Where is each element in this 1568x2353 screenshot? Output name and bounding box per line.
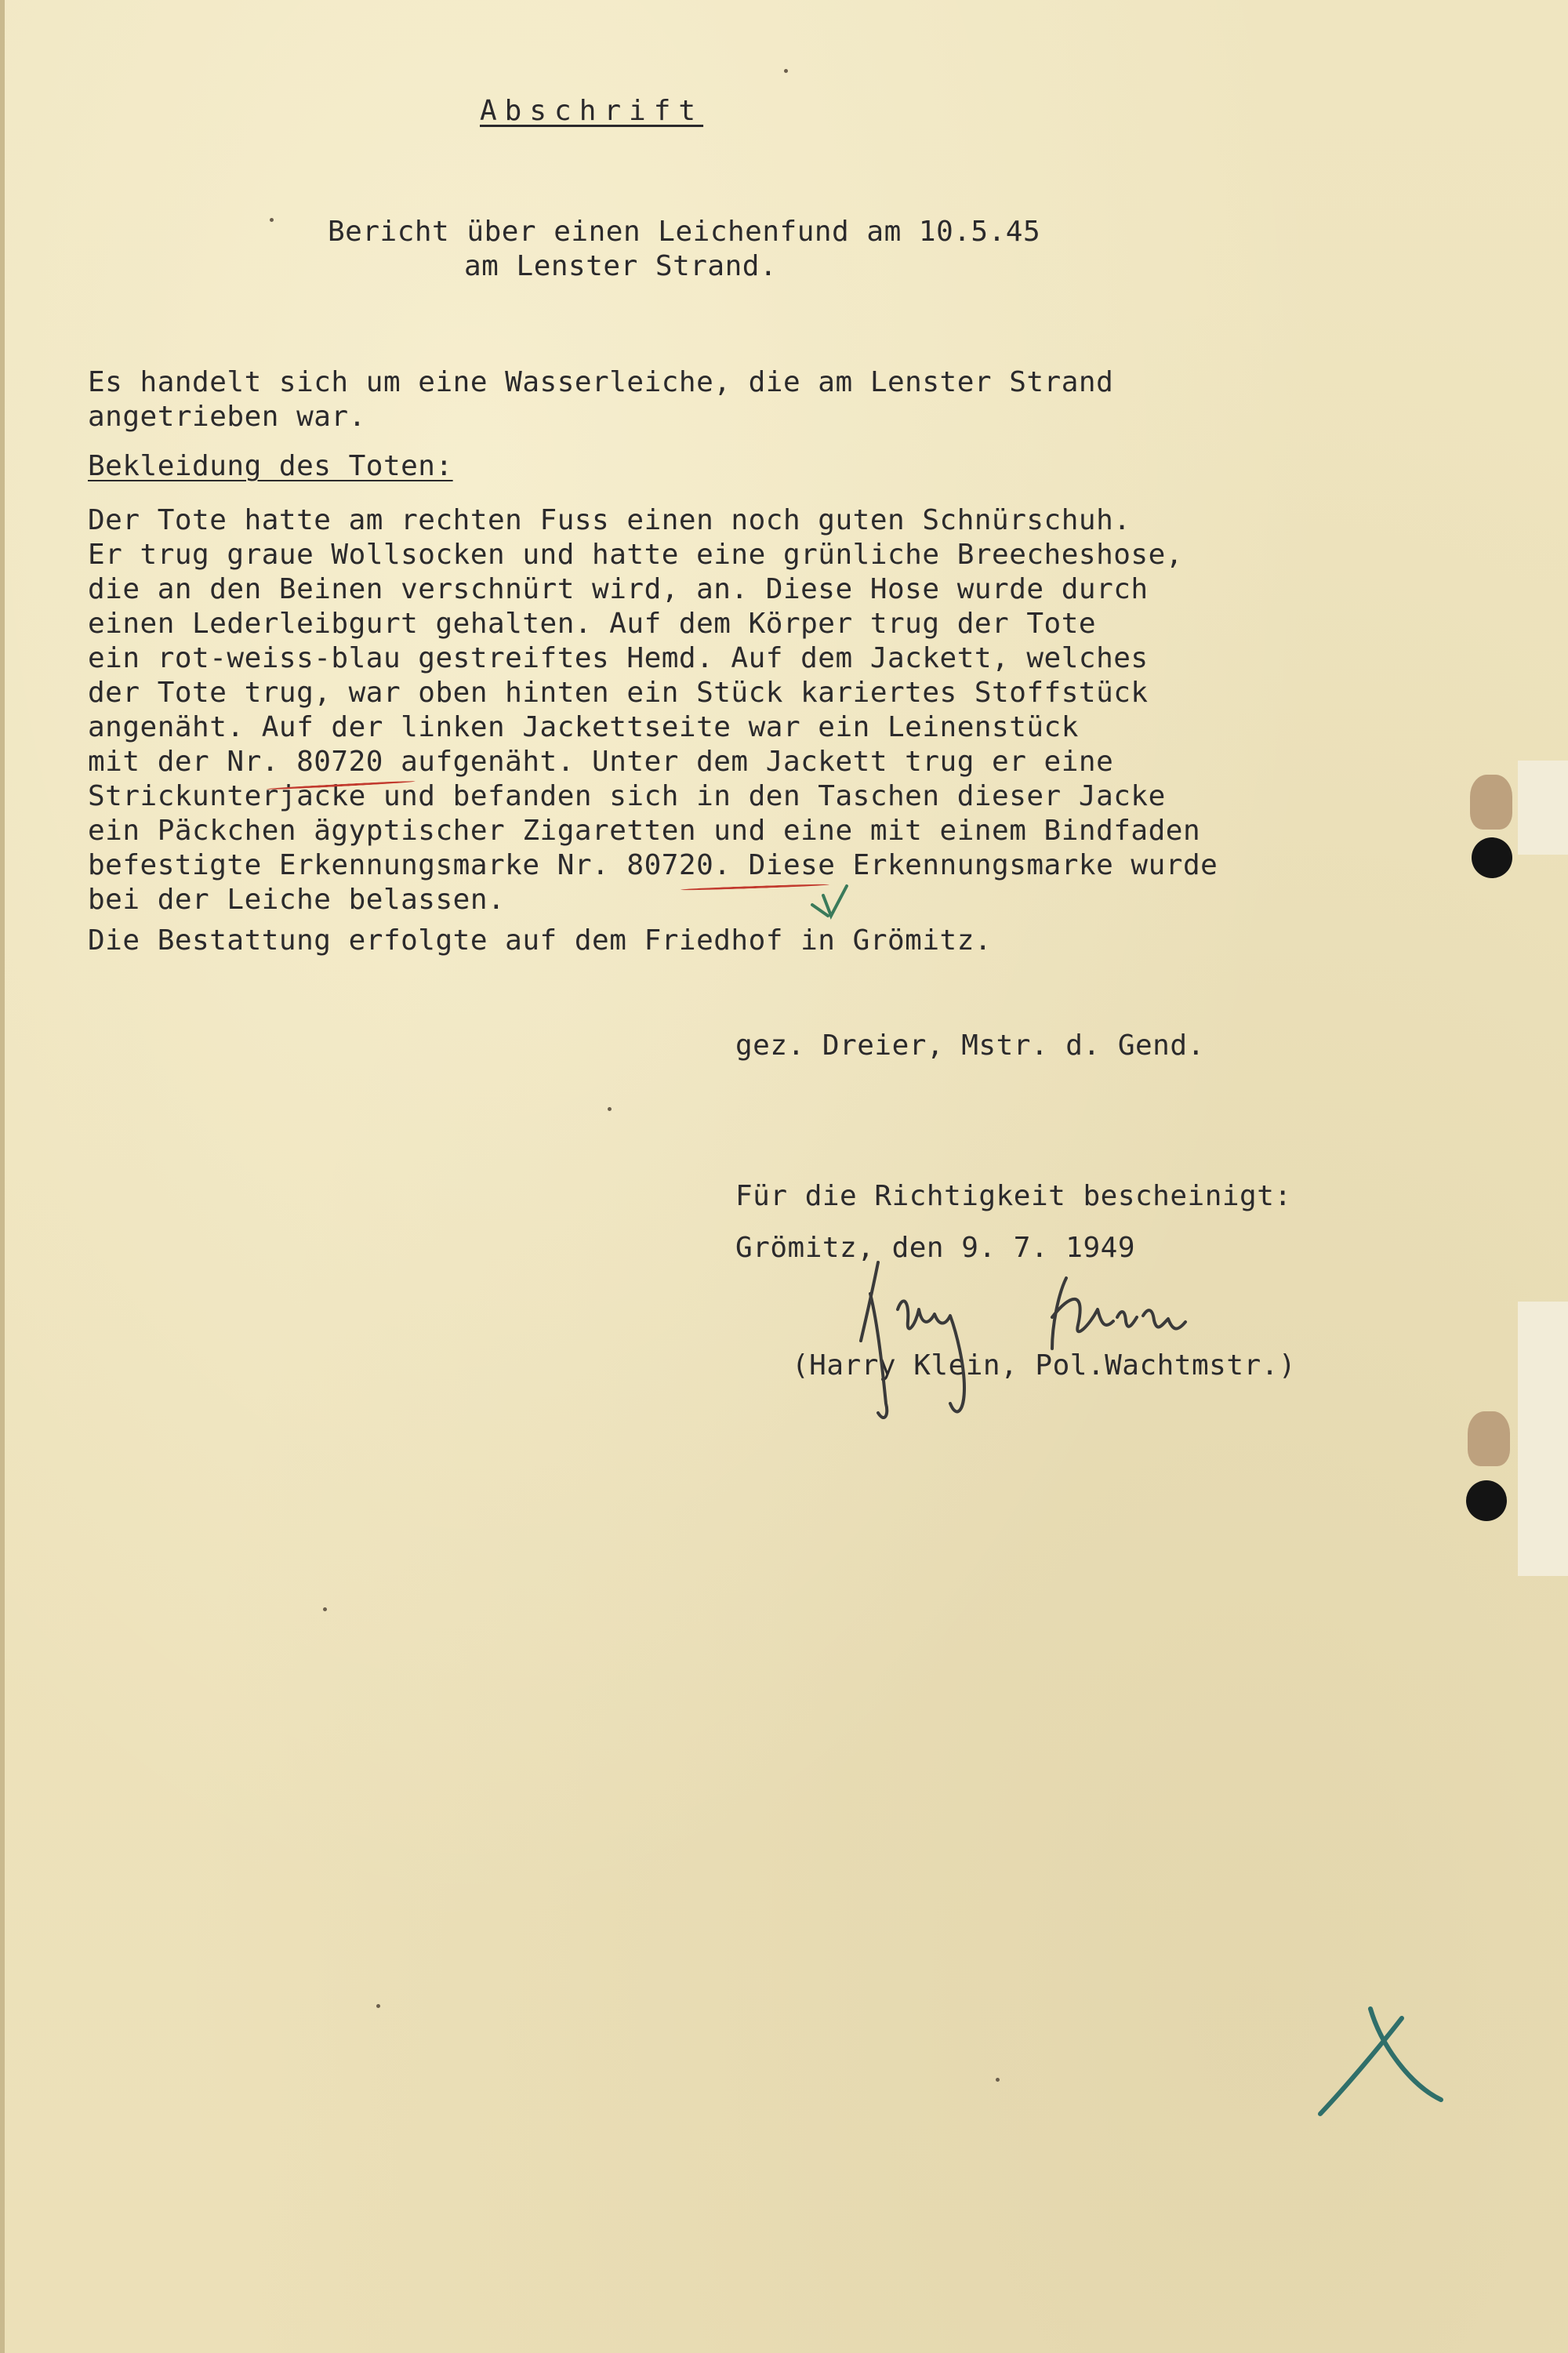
paper-speck [996,2078,1000,2082]
report-subject-line-2: am Lenster Strand. [464,250,778,282]
page-edge-strip [1518,1302,1568,1576]
punch-hole [1466,1480,1507,1521]
document-title: Abschrift [480,95,704,127]
page-edge-strip [1518,761,1568,855]
paper-speck [784,69,788,73]
certification-line: Für die Richtigkeit bescheinigt: [735,1180,1292,1212]
paper-speck [376,2004,380,2008]
paper-speck [323,1607,327,1611]
punch-hole-reinforcement [1468,1411,1510,1466]
paper-speck [608,1107,612,1111]
report-subject-line-1: Bericht über einen Leichenfund am 10.5.45 [328,216,1041,248]
paper-speck [270,218,274,222]
check-mark-icon [808,881,855,921]
clothing-description: Der Tote hatte am rechten Fuss einen noch guten Schnürschuh. Er trug graue Wollsocken und hatte eine grünliche Breecheshose, die an den Beinen verschnürt wird, an. Diese Hose wurde durch einen Lederleibgurt gehalten. Auf dem Körper trug der Tote ein rot-weiss-blau gestreiftes Hemd. Auf dem Jackett, welches der Tote trug, war oben hinten ein Stück kariertes Stoffstück angenäht. Auf der linken Jackettseite war ein Leinenstück mit der Nr. 80720 aufgenäht. Unter dem Jackett trug er eine Strickunterjacke und befanden sich in den Taschen dieser Jacke ein Päckchen ägyptischer Zigaretten und eine mit einem Bindfaden befestigte Erkennungsmarke Nr. 80720. Diese Erkennungsmarke wurde bei der Leiche belassen. [88,504,1218,916]
handwritten-signature [847,1247,1254,1427]
cross-mark-icon [1309,1999,1450,2125]
intro-paragraph: Es handelt sich um eine Wasserleiche, die am Lenster Strand angetrieben war. [88,366,1114,433]
place-date-line: Grömitz, den 9. 7. 1949 [735,1232,1135,1264]
signatory-line: (Harry Klein, Pol.Wachtmstr.) [792,1349,1297,1382]
signed-by-line: gez. Dreier, Mstr. d. Gend. [735,1029,1205,1062]
burial-paragraph: Die Bestattung erfolgte auf dem Friedhof in Grömitz. [88,924,993,957]
section-heading: Bekleidung des Toten: [88,450,453,482]
punch-hole [1472,837,1512,878]
punch-hole-reinforcement [1470,775,1512,830]
